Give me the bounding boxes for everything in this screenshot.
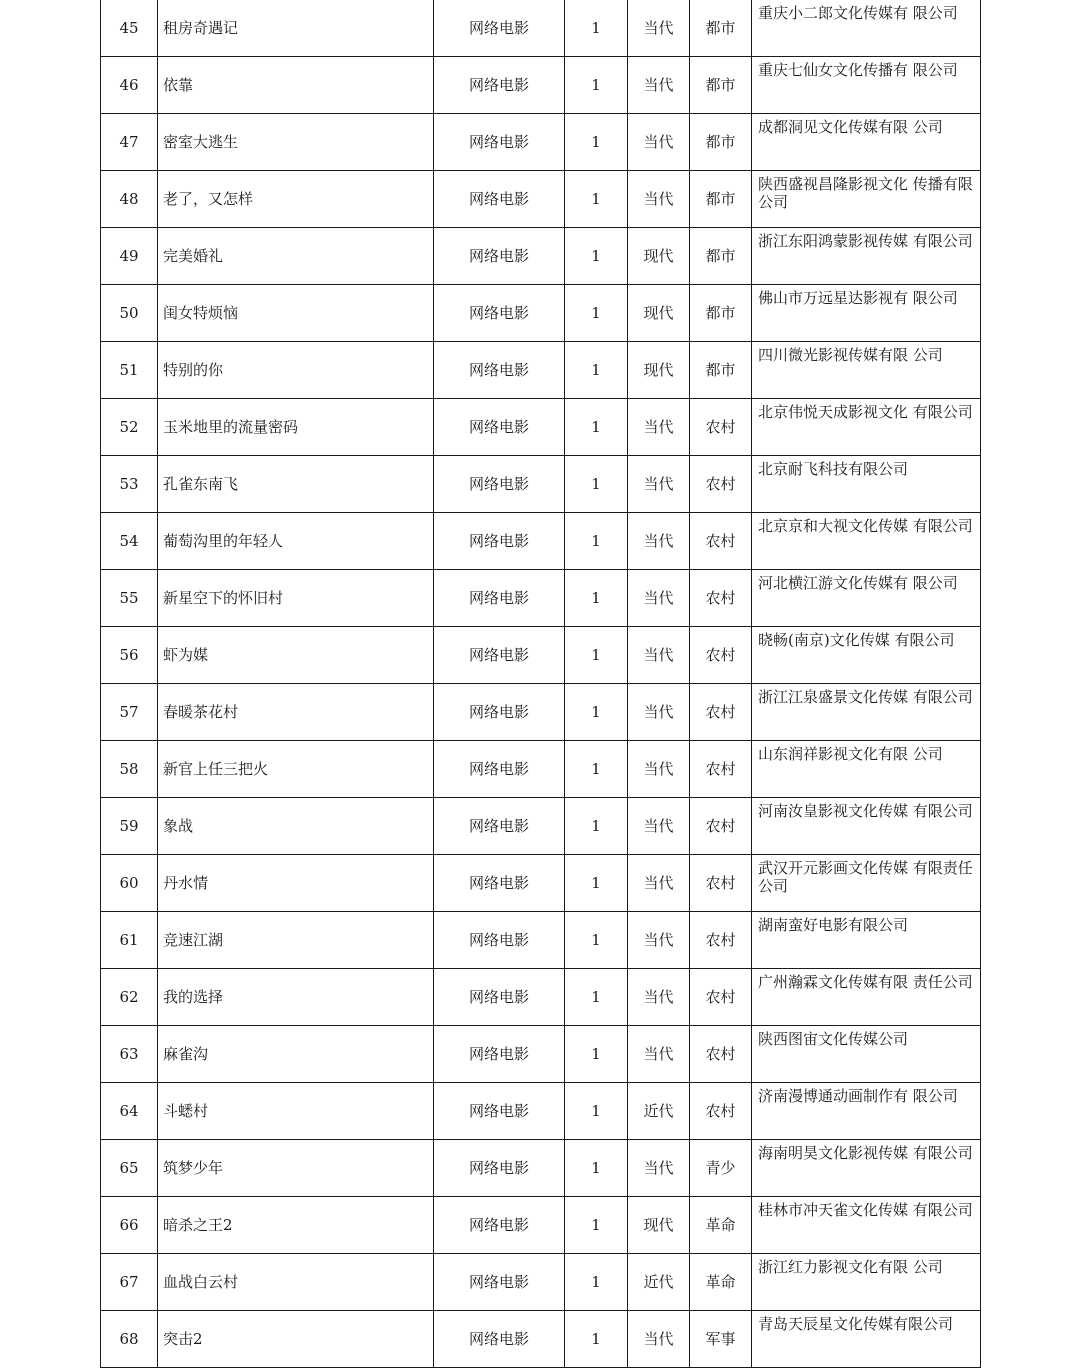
film-type: 网络电影 (434, 1311, 565, 1368)
film-type: 网络电影 (434, 855, 565, 912)
film-era: 当代 (628, 399, 690, 456)
film-title: 我的选择 (158, 969, 434, 1026)
table-row (101, 912, 981, 969)
row-number: 68 (101, 1311, 158, 1368)
production-company: 重庆七仙女文化传播有 限公司 (752, 57, 981, 114)
film-theme: 农村 (690, 969, 752, 1026)
film-era: 现代 (628, 228, 690, 285)
film-era: 现代 (628, 285, 690, 342)
production-company: 浙江红力影视文化有限 公司 (752, 1254, 981, 1311)
film-type: 网络电影 (434, 513, 565, 570)
film-theme: 都市 (690, 228, 752, 285)
film-theme: 农村 (690, 513, 752, 570)
production-company: 海南明昊文化影视传媒 有限公司 (752, 1140, 981, 1197)
film-theme: 农村 (690, 798, 752, 855)
row-number: 56 (101, 627, 158, 684)
table-row (101, 570, 981, 627)
row-number: 50 (101, 285, 158, 342)
table-row (101, 627, 981, 684)
film-theme: 革命 (690, 1197, 752, 1254)
production-company: 河北横江游文化传媒有 限公司 (752, 570, 981, 627)
film-era: 当代 (628, 855, 690, 912)
film-theme: 都市 (690, 0, 752, 57)
film-count: 1 (565, 1140, 628, 1197)
table-row (101, 513, 981, 570)
film-title: 老了，又怎样 (158, 171, 434, 228)
film-count: 1 (565, 342, 628, 399)
film-count: 1 (565, 912, 628, 969)
film-type: 网络电影 (434, 741, 565, 798)
film-type: 网络电影 (434, 399, 565, 456)
film-count: 1 (565, 1026, 628, 1083)
row-number: 62 (101, 969, 158, 1026)
film-count: 1 (565, 57, 628, 114)
film-title: 孔雀东南飞 (158, 456, 434, 513)
film-title: 租房奇遇记 (158, 0, 434, 57)
table-row (101, 1140, 981, 1197)
film-title: 春暖茶花村 (158, 684, 434, 741)
film-type: 网络电影 (434, 0, 565, 57)
production-company: 晓畅(南京)文化传媒 有限公司 (752, 627, 981, 684)
film-era: 当代 (628, 684, 690, 741)
film-theme: 都市 (690, 342, 752, 399)
table-row (101, 1026, 981, 1083)
film-count: 1 (565, 1083, 628, 1140)
film-title: 麻雀沟 (158, 1026, 434, 1083)
row-number: 52 (101, 399, 158, 456)
table-row (101, 342, 981, 399)
film-type: 网络电影 (434, 1140, 565, 1197)
film-theme: 农村 (690, 456, 752, 513)
film-theme: 青少 (690, 1140, 752, 1197)
film-theme: 都市 (690, 171, 752, 228)
table-row (101, 399, 981, 456)
film-era: 当代 (628, 171, 690, 228)
table-row (101, 1197, 981, 1254)
row-number: 61 (101, 912, 158, 969)
film-count: 1 (565, 1311, 628, 1368)
production-company: 成都洞见文化传媒有限 公司 (752, 114, 981, 171)
film-era: 当代 (628, 969, 690, 1026)
film-type: 网络电影 (434, 684, 565, 741)
film-era: 近代 (628, 1083, 690, 1140)
film-title: 依靠 (158, 57, 434, 114)
production-company: 广州瀚霖文化传媒有限 责任公司 (752, 969, 981, 1026)
film-era: 当代 (628, 114, 690, 171)
film-count: 1 (565, 285, 628, 342)
film-theme: 军事 (690, 1311, 752, 1368)
production-company: 陕西图宙文化传媒公司 (752, 1026, 981, 1083)
film-title: 竞速江湖 (158, 912, 434, 969)
film-type: 网络电影 (434, 1083, 565, 1140)
table-row (101, 741, 981, 798)
row-number: 65 (101, 1140, 158, 1197)
film-era: 当代 (628, 741, 690, 798)
production-company: 重庆小二郎文化传媒有 限公司 (752, 0, 981, 57)
film-era: 当代 (628, 0, 690, 57)
production-company: 湖南蛮好电影有限公司 (752, 912, 981, 969)
film-count: 1 (565, 1254, 628, 1311)
film-era: 近代 (628, 1254, 690, 1311)
production-company: 河南汝皇影视文化传媒 有限公司 (752, 798, 981, 855)
film-count: 1 (565, 114, 628, 171)
production-company: 四川微光影视传媒有限 公司 (752, 342, 981, 399)
production-company: 北京耐飞科技有限公司 (752, 456, 981, 513)
film-title: 突击2 (158, 1311, 434, 1368)
film-title: 斗蟋村 (158, 1083, 434, 1140)
row-number: 59 (101, 798, 158, 855)
table-row (101, 456, 981, 513)
film-type: 网络电影 (434, 456, 565, 513)
row-number: 51 (101, 342, 158, 399)
film-era: 当代 (628, 1026, 690, 1083)
row-number: 45 (101, 0, 158, 57)
film-title: 血战白云村 (158, 1254, 434, 1311)
row-number: 54 (101, 513, 158, 570)
film-count: 1 (565, 228, 628, 285)
film-title: 丹水情 (158, 855, 434, 912)
production-company: 浙江东阳鸿蒙影视传媒 有限公司 (752, 228, 981, 285)
production-company: 佛山市万远星达影视有 限公司 (752, 285, 981, 342)
film-theme: 农村 (690, 1026, 752, 1083)
film-count: 1 (565, 570, 628, 627)
table-row (101, 969, 981, 1026)
film-type: 网络电影 (434, 570, 565, 627)
row-number: 64 (101, 1083, 158, 1140)
table-row (101, 171, 981, 228)
film-title: 葡萄沟里的年轻人 (158, 513, 434, 570)
table-row (101, 0, 981, 57)
film-type: 网络电影 (434, 228, 565, 285)
row-number: 58 (101, 741, 158, 798)
film-theme: 农村 (690, 684, 752, 741)
film-type: 网络电影 (434, 342, 565, 399)
film-title: 筑梦少年 (158, 1140, 434, 1197)
film-era: 当代 (628, 456, 690, 513)
table-row (101, 228, 981, 285)
film-count: 1 (565, 399, 628, 456)
film-count: 1 (565, 171, 628, 228)
row-number: 60 (101, 855, 158, 912)
film-type: 网络电影 (434, 1254, 565, 1311)
film-theme: 农村 (690, 855, 752, 912)
film-count: 1 (565, 855, 628, 912)
row-number: 53 (101, 456, 158, 513)
production-company: 武汉开元影画文化传媒 有限责任公司 (752, 855, 981, 912)
film-type: 网络电影 (434, 798, 565, 855)
row-number: 47 (101, 114, 158, 171)
film-title: 新官上任三把火 (158, 741, 434, 798)
film-count: 1 (565, 1197, 628, 1254)
film-theme: 革命 (690, 1254, 752, 1311)
film-title: 玉米地里的流量密码 (158, 399, 434, 456)
row-number: 48 (101, 171, 158, 228)
film-theme: 都市 (690, 57, 752, 114)
row-number: 46 (101, 57, 158, 114)
film-count: 1 (565, 513, 628, 570)
film-era: 当代 (628, 1140, 690, 1197)
production-company: 北京京和大视文化传媒 有限公司 (752, 513, 981, 570)
film-type: 网络电影 (434, 57, 565, 114)
table-row (101, 684, 981, 741)
table-row (101, 855, 981, 912)
film-type: 网络电影 (434, 969, 565, 1026)
production-company: 青岛天辰星文化传媒有限公司 (752, 1311, 981, 1368)
film-count: 1 (565, 0, 628, 57)
table-body (101, 0, 981, 1368)
row-number: 63 (101, 1026, 158, 1083)
film-count: 1 (565, 684, 628, 741)
film-theme: 农村 (690, 1083, 752, 1140)
film-era: 现代 (628, 1197, 690, 1254)
film-theme: 都市 (690, 285, 752, 342)
film-era: 当代 (628, 912, 690, 969)
film-theme: 农村 (690, 627, 752, 684)
film-theme: 农村 (690, 741, 752, 798)
table-row (101, 1083, 981, 1140)
film-era: 现代 (628, 342, 690, 399)
table-row (101, 285, 981, 342)
production-company: 桂林市冲天雀文化传媒 有限公司 (752, 1197, 981, 1254)
production-company: 山东润祥影视文化有限 公司 (752, 741, 981, 798)
film-record-table (100, 0, 981, 1368)
table-row (101, 1311, 981, 1368)
film-title: 新星空下的怀旧村 (158, 570, 434, 627)
film-era: 当代 (628, 57, 690, 114)
film-type: 网络电影 (434, 912, 565, 969)
film-title: 闺女特烦恼 (158, 285, 434, 342)
film-count: 1 (565, 798, 628, 855)
film-theme: 农村 (690, 570, 752, 627)
film-theme: 都市 (690, 114, 752, 171)
film-theme: 农村 (690, 912, 752, 969)
film-count: 1 (565, 969, 628, 1026)
production-company: 陕西盛视昌隆影视文化 传播有限公司 (752, 171, 981, 228)
row-number: 49 (101, 228, 158, 285)
film-title: 暗杀之王2 (158, 1197, 434, 1254)
film-era: 当代 (628, 798, 690, 855)
film-era: 当代 (628, 570, 690, 627)
row-number: 66 (101, 1197, 158, 1254)
film-title: 象战 (158, 798, 434, 855)
film-type: 网络电影 (434, 1026, 565, 1083)
table-row (101, 57, 981, 114)
production-company: 浙江江泉盛景文化传媒 有限公司 (752, 684, 981, 741)
row-number: 55 (101, 570, 158, 627)
film-title: 虾为媒 (158, 627, 434, 684)
film-type: 网络电影 (434, 114, 565, 171)
film-era: 当代 (628, 1311, 690, 1368)
table-row (101, 1254, 981, 1311)
table-row (101, 114, 981, 171)
film-count: 1 (565, 456, 628, 513)
row-number: 67 (101, 1254, 158, 1311)
film-era: 当代 (628, 627, 690, 684)
film-type: 网络电影 (434, 627, 565, 684)
film-type: 网络电影 (434, 285, 565, 342)
film-theme: 农村 (690, 399, 752, 456)
table-row (101, 798, 981, 855)
film-title: 密室大逃生 (158, 114, 434, 171)
film-title: 完美婚礼 (158, 228, 434, 285)
film-count: 1 (565, 741, 628, 798)
row-number: 57 (101, 684, 158, 741)
film-title: 特别的你 (158, 342, 434, 399)
film-type: 网络电影 (434, 171, 565, 228)
production-company: 济南漫博通动画制作有 限公司 (752, 1083, 981, 1140)
film-type: 网络电影 (434, 1197, 565, 1254)
production-company: 北京伟悦天成影视文化 有限公司 (752, 399, 981, 456)
film-count: 1 (565, 627, 628, 684)
film-era: 当代 (628, 513, 690, 570)
